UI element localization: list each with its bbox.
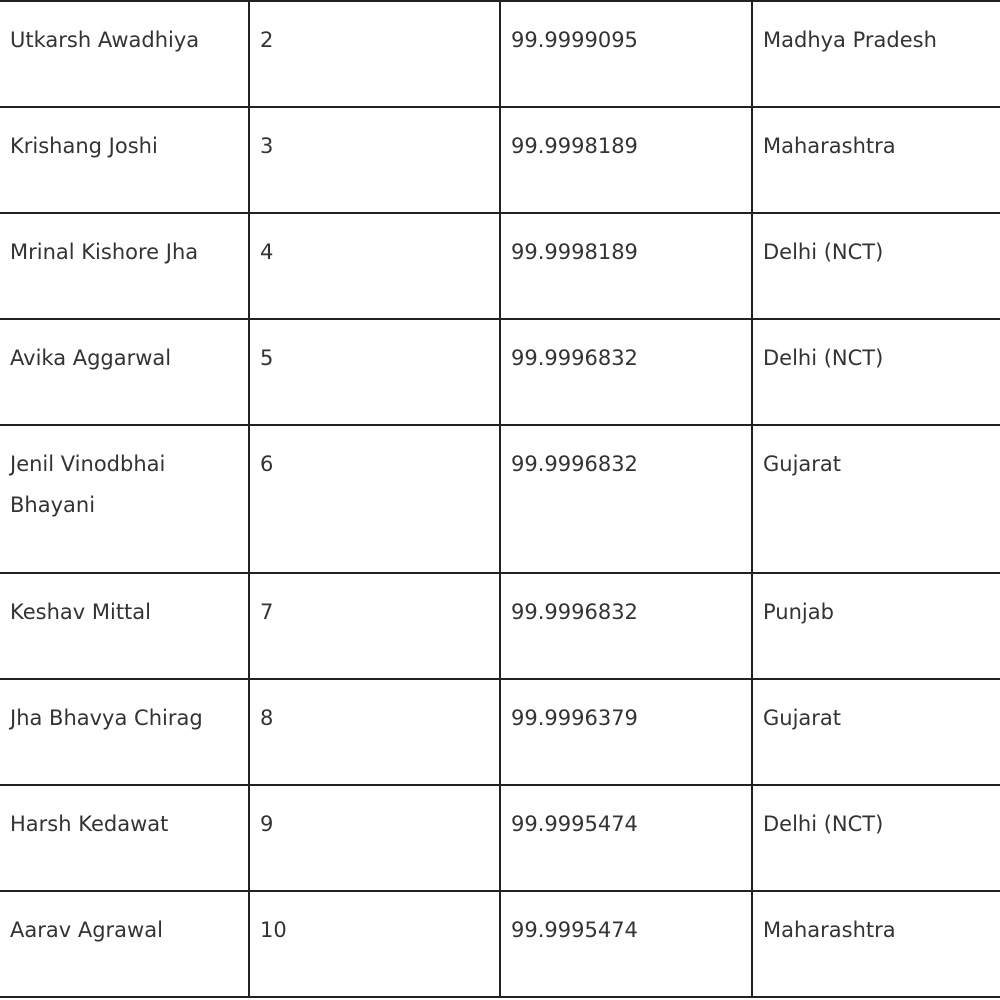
table-body [0, 1, 1000, 997]
table-row [0, 891, 1000, 997]
cell-name: Utkarsh Awadhiya [0, 1, 249, 107]
cell-percentile: 99.9996832 [500, 319, 752, 425]
cell-state: Delhi (NCT) [752, 319, 1000, 425]
cell-rank: 7 [249, 573, 500, 679]
cell-rank: 5 [249, 319, 500, 425]
cell-percentile: 99.9998189 [500, 107, 752, 213]
table-row [0, 1, 1000, 107]
cell-state: Gujarat [752, 425, 1000, 573]
cell-name: Jha Bhavya Chirag [0, 679, 249, 785]
cell-rank: 9 [249, 785, 500, 891]
cell-name: Jenil Vinodbhai Bhayani [0, 425, 249, 573]
table-row [0, 785, 1000, 891]
cell-name: Keshav Mittal [0, 573, 249, 679]
cell-percentile: 99.9996832 [500, 425, 752, 573]
table-row [0, 213, 1000, 319]
cell-percentile: 99.9996832 [500, 573, 752, 679]
cell-state: Maharashtra [752, 107, 1000, 213]
table-row [0, 573, 1000, 679]
cell-name: Harsh Kedawat [0, 785, 249, 891]
cell-name: Avika Aggarwal [0, 319, 249, 425]
cell-percentile: 99.9996379 [500, 679, 752, 785]
cell-rank: 3 [249, 107, 500, 213]
cell-state: Delhi (NCT) [752, 785, 1000, 891]
table-row [0, 107, 1000, 213]
cell-percentile: 99.9998189 [500, 213, 752, 319]
table-row [0, 319, 1000, 425]
cell-name: Aarav Agrawal [0, 891, 249, 997]
cell-percentile: 99.9995474 [500, 891, 752, 997]
cell-rank: 4 [249, 213, 500, 319]
cell-rank: 8 [249, 679, 500, 785]
cell-rank: 6 [249, 425, 500, 573]
cell-percentile: 99.9999095 [500, 1, 752, 107]
cell-state: Delhi (NCT) [752, 213, 1000, 319]
cell-percentile: 99.9995474 [500, 785, 752, 891]
cell-name: Krishang Joshi [0, 107, 249, 213]
cell-name: Mrinal Kishore Jha [0, 213, 249, 319]
cell-state: Gujarat [752, 679, 1000, 785]
cell-state: Madhya Pradesh [752, 1, 1000, 107]
cell-rank: 10 [249, 891, 500, 997]
table-row [0, 679, 1000, 785]
cell-state: Punjab [752, 573, 1000, 679]
cell-rank: 2 [249, 1, 500, 107]
table-row [0, 425, 1000, 573]
cell-state: Maharashtra [752, 891, 1000, 997]
